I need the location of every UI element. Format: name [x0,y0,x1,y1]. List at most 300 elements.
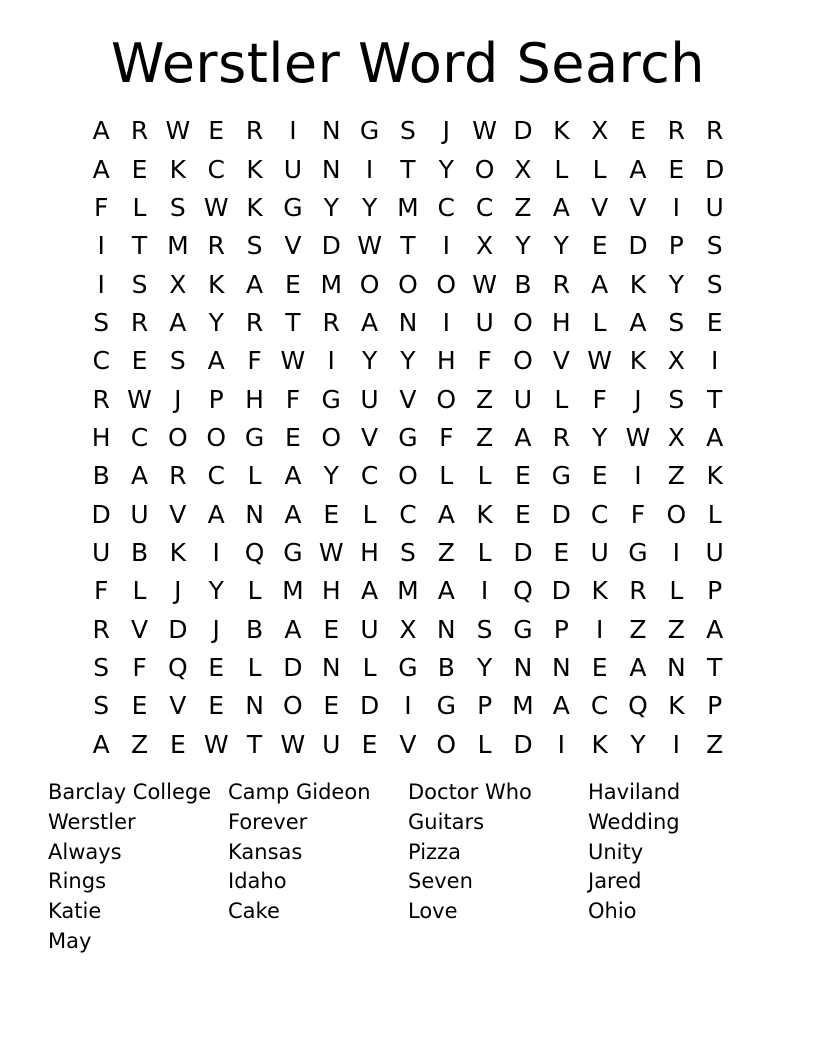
grid-letter[interactable]: H [245,384,264,414]
grid-letter[interactable]: X [476,231,494,261]
grid-letter[interactable]: I [672,729,681,759]
grid-letter[interactable]: E [284,269,301,299]
grid-letter[interactable]: E [553,537,570,567]
grid-letter[interactable]: R [322,307,340,337]
grid-letter[interactable]: S [93,307,110,337]
grid-letter[interactable]: X [667,422,685,452]
grid-letter[interactable]: W [587,346,612,376]
grid-letter[interactable]: W [472,116,497,146]
grid-letter[interactable]: W [625,422,651,452]
grid-letter[interactable]: I [557,729,565,759]
grid-letter[interactable]: C [207,461,225,491]
grid-letter[interactable]: S [131,269,148,299]
grid-letter[interactable]: S [93,652,110,682]
grid-letter[interactable]: U [130,499,149,529]
grid-letter[interactable]: O [283,691,303,721]
grid-letter[interactable]: Q [168,652,188,682]
grid-row [82,112,734,150]
grid-row [82,726,734,764]
grid-letter[interactable]: U [705,192,724,222]
grid-letter[interactable]: E [131,346,148,376]
grid-letter[interactable]: A [284,614,302,644]
grid-letter[interactable]: W [318,537,344,567]
grid-letter[interactable]: N [513,652,533,682]
grid-letter[interactable]: E [284,422,301,452]
grid-letter[interactable]: J [174,384,182,414]
grid-letter[interactable]: M [320,269,343,299]
grid-letter[interactable]: M [282,576,304,606]
grid-letter[interactable]: V [169,691,187,721]
grid-letter[interactable]: Y [400,346,416,376]
grid-letter[interactable]: E [323,499,340,529]
grid-letter[interactable]: R [245,307,264,337]
grid-letter[interactable]: K [246,154,263,184]
grid-letter[interactable]: K [629,346,647,376]
grid-letter[interactable]: V [284,231,302,261]
grid-letter[interactable]: E [323,614,340,644]
grid-letter[interactable]: D [168,614,188,644]
grid-letter[interactable]: A [629,307,647,337]
grid-letter[interactable]: Z [667,461,685,491]
grid-letter[interactable]: L [592,307,607,337]
grid-letter[interactable]: F [132,652,147,682]
grid-letter[interactable]: B [437,652,455,682]
grid-letter[interactable]: R [130,307,149,337]
grid-letter[interactable]: E [169,729,186,759]
grid-letter[interactable]: A [130,461,149,491]
grid-letter[interactable]: N [321,116,341,146]
grid-letter[interactable]: K [668,691,685,721]
grid-letter[interactable]: W [203,729,229,759]
grid-letter[interactable]: F [439,422,454,452]
grid-letter[interactable]: D [321,231,341,261]
grid-letter[interactable]: A [207,346,225,376]
grid-row [82,649,734,687]
grid-letter[interactable]: O [513,346,533,376]
grid-letter[interactable]: K [706,461,723,491]
grid-letter[interactable]: O [206,422,227,452]
grid-letter[interactable]: U [360,614,379,644]
grid-letter[interactable]: L [132,192,147,222]
grid-letter[interactable]: I [442,231,450,261]
grid-letter[interactable]: D [628,231,648,261]
grid-letter[interactable]: Y [476,652,493,682]
grid-letter[interactable]: A [552,691,570,721]
grid-letter[interactable]: O [398,461,418,491]
grid-letter[interactable]: A [706,422,724,452]
grid-letter[interactable]: I [672,192,681,222]
grid-letter[interactable]: V [399,384,417,414]
grid-letter[interactable]: G [321,384,341,414]
grid-letter[interactable]: M [397,576,419,606]
grid-letter[interactable]: G [398,652,418,682]
grid-letter[interactable]: T [246,729,263,759]
grid-letter[interactable]: A [169,307,187,337]
grid-letter[interactable]: S [476,614,493,644]
grid-letter[interactable]: W [280,346,306,376]
grid-letter[interactable]: L [362,499,377,529]
grid-letter[interactable]: A [245,269,264,299]
grid-letter[interactable]: I [97,269,105,299]
grid-letter[interactable]: Y [630,729,646,759]
grid-letter[interactable]: R [667,116,686,146]
grid-letter[interactable]: Q [513,576,533,606]
grid-letter[interactable]: X [169,269,187,299]
grid-letter[interactable]: A [706,614,724,644]
grid-letter[interactable]: T [400,154,416,184]
grid-letter[interactable]: B [130,537,149,567]
grid-letter[interactable]: Y [208,307,224,337]
grid-letter[interactable]: K [246,192,263,222]
grid-letter[interactable]: F [93,192,109,222]
grid-letter[interactable]: K [591,729,608,759]
grid-letter[interactable]: J [442,116,450,146]
grid-letter[interactable]: V [130,614,149,644]
grid-letter[interactable]: I [404,691,412,721]
grid-letter[interactable]: Z [706,729,724,759]
word-list-item: Love [408,899,458,924]
grid-letter[interactable]: N [666,652,686,682]
grid-letter[interactable]: K [476,499,493,529]
grid-letter[interactable]: P [553,614,569,644]
grid-letter[interactable]: P [477,691,493,721]
grid-letter[interactable]: V [629,192,647,222]
grid-letter[interactable]: O [436,729,457,759]
grid-letter[interactable]: O [321,422,342,452]
grid-letter[interactable]: U [590,537,609,567]
grid-letter[interactable]: N [436,614,456,644]
grid-letter[interactable]: N [551,652,571,682]
grid-letter[interactable]: S [93,691,110,721]
grid-letter[interactable]: Y [438,154,454,184]
grid-letter[interactable]: R [629,576,647,606]
grid-letter[interactable]: K [591,576,608,606]
grid-letter[interactable]: R [92,614,110,644]
grid-letter[interactable]: A [552,192,570,222]
grid-letter[interactable]: Y [515,231,531,261]
grid-letter[interactable]: E [208,691,225,721]
grid-letter[interactable]: U [513,384,533,414]
grid-letter[interactable]: Z [437,537,455,567]
grid-row [82,380,734,418]
grid-letter[interactable]: F [630,499,646,529]
grid-letter[interactable]: E [591,231,608,261]
grid-letter[interactable]: P [668,231,684,261]
grid-letter[interactable]: I [212,537,220,567]
grid-letter[interactable]: M [167,231,189,261]
grid-letter[interactable]: L [132,576,147,606]
grid-letter[interactable]: L [439,461,454,491]
grid-letter[interactable]: N [321,652,341,682]
grid-letter[interactable]: C [590,499,609,529]
grid-letter[interactable]: E [591,461,608,491]
grid-letter[interactable]: Y [553,231,569,261]
word-list-item: Wedding [588,809,680,834]
grid-letter[interactable]: I [672,537,681,567]
grid-letter[interactable]: I [97,231,105,261]
grid-letter[interactable]: W [165,116,191,146]
grid-letter[interactable]: E [515,461,531,491]
grid-letter[interactable]: I [289,116,297,146]
grid-letter[interactable]: M [512,691,534,721]
grid-letter[interactable]: G [436,691,456,721]
grid-letter[interactable]: A [437,576,455,606]
grid-letter[interactable]: B [92,461,110,491]
grid-letter[interactable]: A [92,154,110,184]
grid-letter[interactable]: Q [244,537,265,567]
grid-letter[interactable]: Z [629,614,647,644]
grid-letter[interactable]: Y [323,192,339,222]
grid-letter[interactable]: Y [361,192,378,222]
grid-letter[interactable]: N [245,691,264,721]
grid-letter[interactable]: Z [476,384,494,414]
grid-letter[interactable]: A [92,729,110,759]
grid-letter[interactable]: P [707,576,723,606]
grid-letter[interactable]: A [284,499,302,529]
grid-letter[interactable]: Z [667,614,685,644]
grid-letter[interactable]: A [361,307,379,337]
grid-letter[interactable]: Y [208,576,224,606]
grid-letter[interactable]: S [169,192,186,222]
grid-letter[interactable]: U [283,154,303,184]
grid-letter[interactable]: U [360,384,379,414]
grid-letter[interactable]: O [513,307,533,337]
grid-letter[interactable]: Q [628,691,648,721]
grid-letter[interactable]: A [92,116,110,146]
grid-letter[interactable]: K [208,269,225,299]
grid-letter[interactable]: C [360,461,379,491]
grid-letter[interactable]: B [245,614,264,644]
grid-letter[interactable]: W [357,231,382,261]
word-column [228,778,408,957]
grid-letter[interactable]: R [207,231,225,261]
page-title: Werstler Word Search [110,32,706,95]
grid-letter[interactable]: U [92,537,111,567]
grid-letter[interactable]: E [668,154,685,184]
grid-letter[interactable]: W [472,269,497,299]
grid-letter[interactable]: H [436,346,456,376]
grid-letter[interactable]: T [285,307,301,337]
grid-letter[interactable]: J [634,384,642,414]
grid-letter[interactable]: U [322,729,341,759]
grid-row [82,150,734,188]
grid-letter[interactable]: D [513,729,533,759]
grid-letter[interactable]: L [247,576,262,606]
grid-letter[interactable]: A [629,652,647,682]
grid-letter[interactable]: E [323,691,340,721]
grid-letter[interactable]: V [399,729,417,759]
grid-letter[interactable]: E [208,652,225,682]
grid-letter[interactable]: F [247,346,262,376]
grid-letter[interactable]: U [475,307,494,337]
grid-letter[interactable]: I [634,461,642,491]
grid-letter[interactable]: A [514,422,532,452]
grid-letter[interactable]: U [705,537,724,567]
grid-letter[interactable]: A [284,461,302,491]
grid-letter[interactable]: S [706,231,723,261]
word-list-item: Barclay College [48,780,212,804]
grid-letter[interactable]: K [169,537,187,567]
grid-letter[interactable]: I [480,576,489,606]
grid-letter[interactable]: E [131,154,148,184]
grid-letter[interactable]: E [208,116,225,146]
grid-letter[interactable]: C [92,346,110,376]
grid-letter[interactable]: T [131,231,148,261]
grid-letter[interactable]: L [669,576,684,606]
grid-letter[interactable]: O [666,499,687,529]
grid-letter[interactable]: F [477,346,492,376]
grid-letter[interactable]: S [246,231,263,261]
grid-letter[interactable]: E [131,691,148,721]
grid-letter[interactable]: T [400,231,416,261]
grid-letter[interactable]: D [513,116,533,146]
grid-letter[interactable]: W [127,384,152,414]
grid-letter[interactable]: A [437,499,455,529]
grid-letter[interactable]: X [399,614,417,644]
grid-letter[interactable]: K [553,116,570,146]
grid-letter[interactable]: O [474,154,495,184]
grid-letter[interactable]: T [707,384,723,414]
grid-letter[interactable]: P [707,691,723,721]
grid-letter[interactable]: E [591,652,608,682]
grid-letter[interactable]: H [360,537,379,567]
grid-letter[interactable]: G [513,614,533,644]
grid-letter[interactable]: K [169,154,187,184]
grid-letter[interactable]: A [361,576,379,606]
grid-letter[interactable]: C [590,691,609,721]
grid-letter[interactable]: V [591,192,609,222]
grid-letter[interactable]: V [169,499,187,529]
grid-letter[interactable]: R [92,384,110,414]
grid-letter[interactable]: A [629,154,647,184]
grid-letter[interactable]: L [477,537,492,567]
grid-letter[interactable]: Y [361,346,378,376]
grid-letter[interactable]: N [398,307,418,337]
grid-letter[interactable]: X [667,346,685,376]
grid-letter[interactable]: L [554,384,569,414]
grid-letter[interactable]: I [710,346,719,376]
grid-letter[interactable]: I [442,307,450,337]
grid-letter[interactable]: F [592,384,607,414]
grid-letter[interactable]: X [514,154,532,184]
grid-letter[interactable]: J [174,576,182,606]
grid-letter[interactable]: G [398,422,418,452]
grid-letter[interactable]: L [477,729,492,759]
grid-letter[interactable]: P [208,384,224,414]
grid-letter[interactable]: Y [323,461,339,491]
grid-letter[interactable]: L [554,154,569,184]
grid-letter[interactable]: C [130,422,149,452]
grid-letter[interactable]: W [280,729,306,759]
grid-letter[interactable]: R [705,116,724,146]
grid-letter[interactable]: V [552,346,570,376]
grid-letter[interactable]: D [705,154,725,184]
grid-letter[interactable]: Z [130,729,149,759]
grid-letter[interactable]: T [707,652,723,682]
grid-letter[interactable]: C [475,192,494,222]
grid-letter[interactable]: R [552,422,570,452]
grid-letter[interactable]: C [207,154,225,184]
grid-letter[interactable]: G [359,116,380,146]
grid-letter[interactable]: O [168,422,188,452]
grid-letter[interactable]: E [361,729,378,759]
grid-letter[interactable]: G [628,537,648,567]
grid-letter[interactable]: S [399,116,416,146]
grid-letter[interactable]: L [247,652,262,682]
grid-letter[interactable]: I [595,614,604,644]
grid-letter[interactable]: G [244,422,265,452]
grid-letter[interactable]: G [551,461,571,491]
grid-letter[interactable]: C [399,499,417,529]
grid-letter[interactable]: R [169,461,187,491]
grid-letter[interactable]: A [207,499,225,529]
grid-letter[interactable]: G [283,537,303,567]
grid-letter[interactable]: D [283,652,303,682]
grid-letter[interactable]: B [514,269,532,299]
grid-letter[interactable]: S [399,537,416,567]
grid-letter[interactable]: M [397,192,419,222]
grid-letter[interactable]: W [203,192,229,222]
grid-letter[interactable]: N [245,499,264,529]
grid-letter[interactable]: S [169,346,186,376]
grid-letter[interactable]: G [283,192,303,222]
grid-letter[interactable]: O [436,384,457,414]
grid-letter[interactable]: D [359,691,380,721]
grid-letter[interactable]: Z [476,422,494,452]
grid-letter[interactable]: E [630,116,646,146]
grid-letter[interactable]: H [321,576,341,606]
grid-letter[interactable]: C [437,192,455,222]
grid-letter[interactable]: V [361,422,379,452]
grid-letter[interactable]: I [327,346,335,376]
grid-letter[interactable]: J [212,614,220,644]
grid-letter[interactable]: D [551,576,571,606]
grid-letter[interactable]: N [321,154,341,184]
grid-letter[interactable]: E [706,307,723,337]
grid-letter[interactable]: I [365,154,374,184]
grid-letter[interactable]: H [551,307,571,337]
word-list-item: Doctor Who [408,780,532,804]
grid-letter[interactable]: D [513,537,533,567]
grid-letter[interactable]: F [93,576,109,606]
grid-letter[interactable]: S [668,384,685,414]
grid-letter[interactable]: S [668,307,685,337]
grid-letter[interactable]: Z [514,192,532,222]
grid-letter[interactable]: L [362,652,377,682]
grid-letter[interactable]: R [552,269,570,299]
grid-letter[interactable]: O [359,269,380,299]
grid-letter[interactable]: A [591,269,609,299]
grid-letter[interactable]: L [477,461,492,491]
grid-letter[interactable]: L [707,499,722,529]
grid-letter[interactable]: F [285,384,301,414]
grid-letter[interactable]: Y [592,422,608,452]
grid-letter[interactable]: S [706,269,723,299]
grid-letter[interactable]: E [515,499,531,529]
grid-letter[interactable]: X [591,116,609,146]
grid-letter[interactable]: D [91,499,111,529]
grid-letter[interactable]: L [247,461,262,491]
grid-letter[interactable]: R [245,116,264,146]
grid-letter[interactable]: O [398,269,418,299]
grid-letter[interactable]: H [91,422,111,452]
grid-letter[interactable]: L [592,154,607,184]
grid-letter[interactable]: Y [668,269,684,299]
grid-letter[interactable]: O [436,269,457,299]
grid-letter[interactable]: K [629,269,647,299]
grid-letter[interactable]: D [551,499,571,529]
grid-letter[interactable]: R [130,116,149,146]
